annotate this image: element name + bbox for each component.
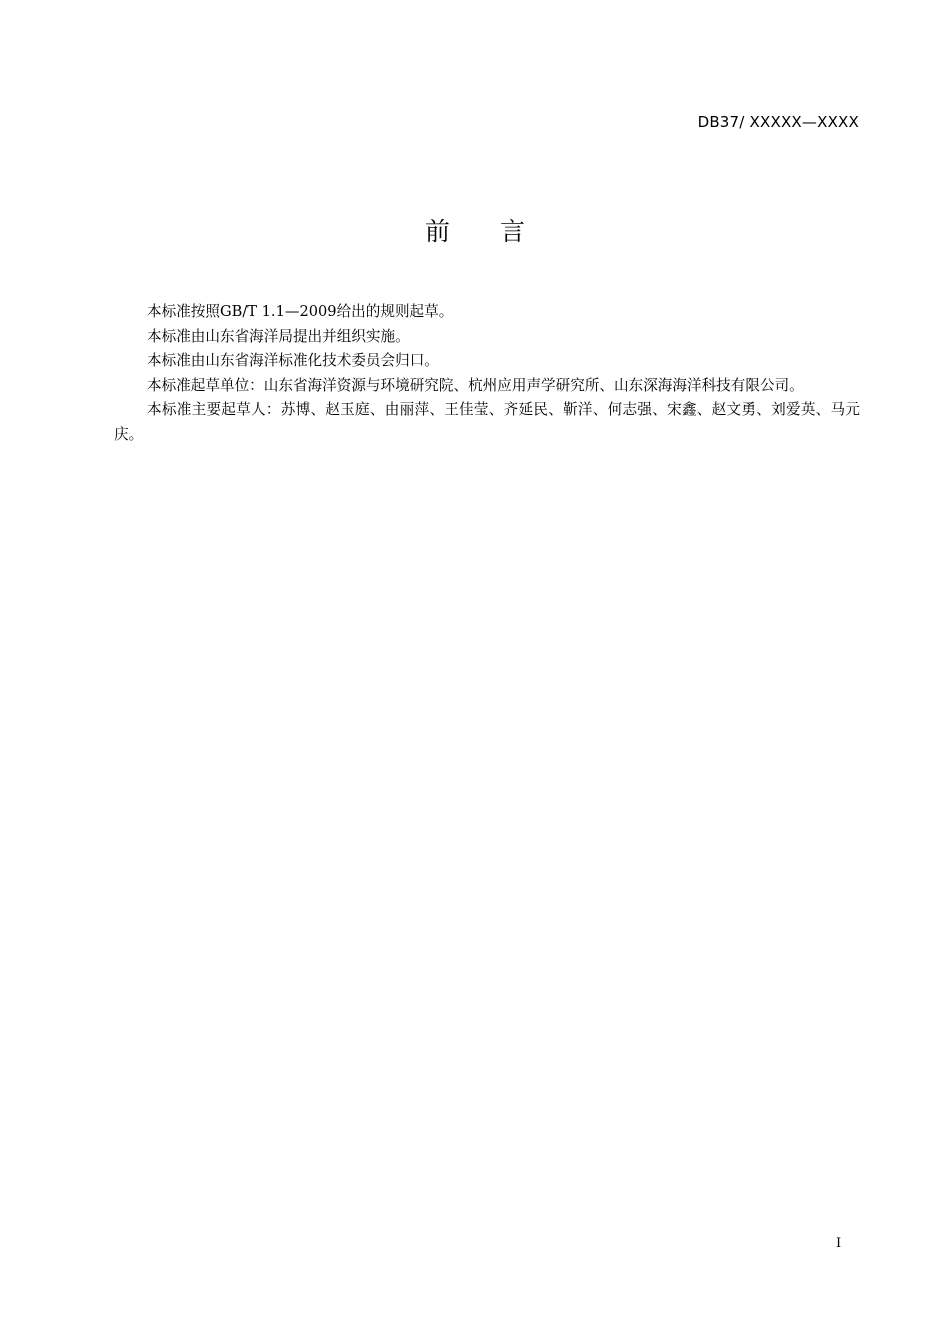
- foreword-body: [114, 300, 860, 447]
- title-char-2: 言: [500, 217, 526, 246]
- paragraph-drafting-rules: 本标准按照GB/T 1.1—2009给出的规则起草。: [147, 303, 454, 320]
- paragraph-proposer: 本标准由山东省海洋局提出并组织实施。: [147, 327, 410, 345]
- paragraph-administrator: 本标准由山东省海洋标准化技术委员会归口。: [147, 352, 439, 369]
- standard-code: DB37/ XXXXX—XXXX: [697, 113, 859, 131]
- title-char-1: 前: [424, 217, 450, 246]
- paragraph-drafting-units: 本标准起草单位：山东省海洋资源与环境研究院、杭州应用声学研究所、山东深海海洋科技有限公司。: [147, 376, 804, 394]
- page-title: [0, 214, 950, 250]
- page-number: I: [836, 1236, 842, 1251]
- paragraph-drafters: 本标准主要起草人：苏博、赵玉庭、由丽萍、王佳莹、齐延民、靳洋、何志强、宋鑫、赵文勇、刘爱英、马元庆。: [114, 401, 860, 443]
